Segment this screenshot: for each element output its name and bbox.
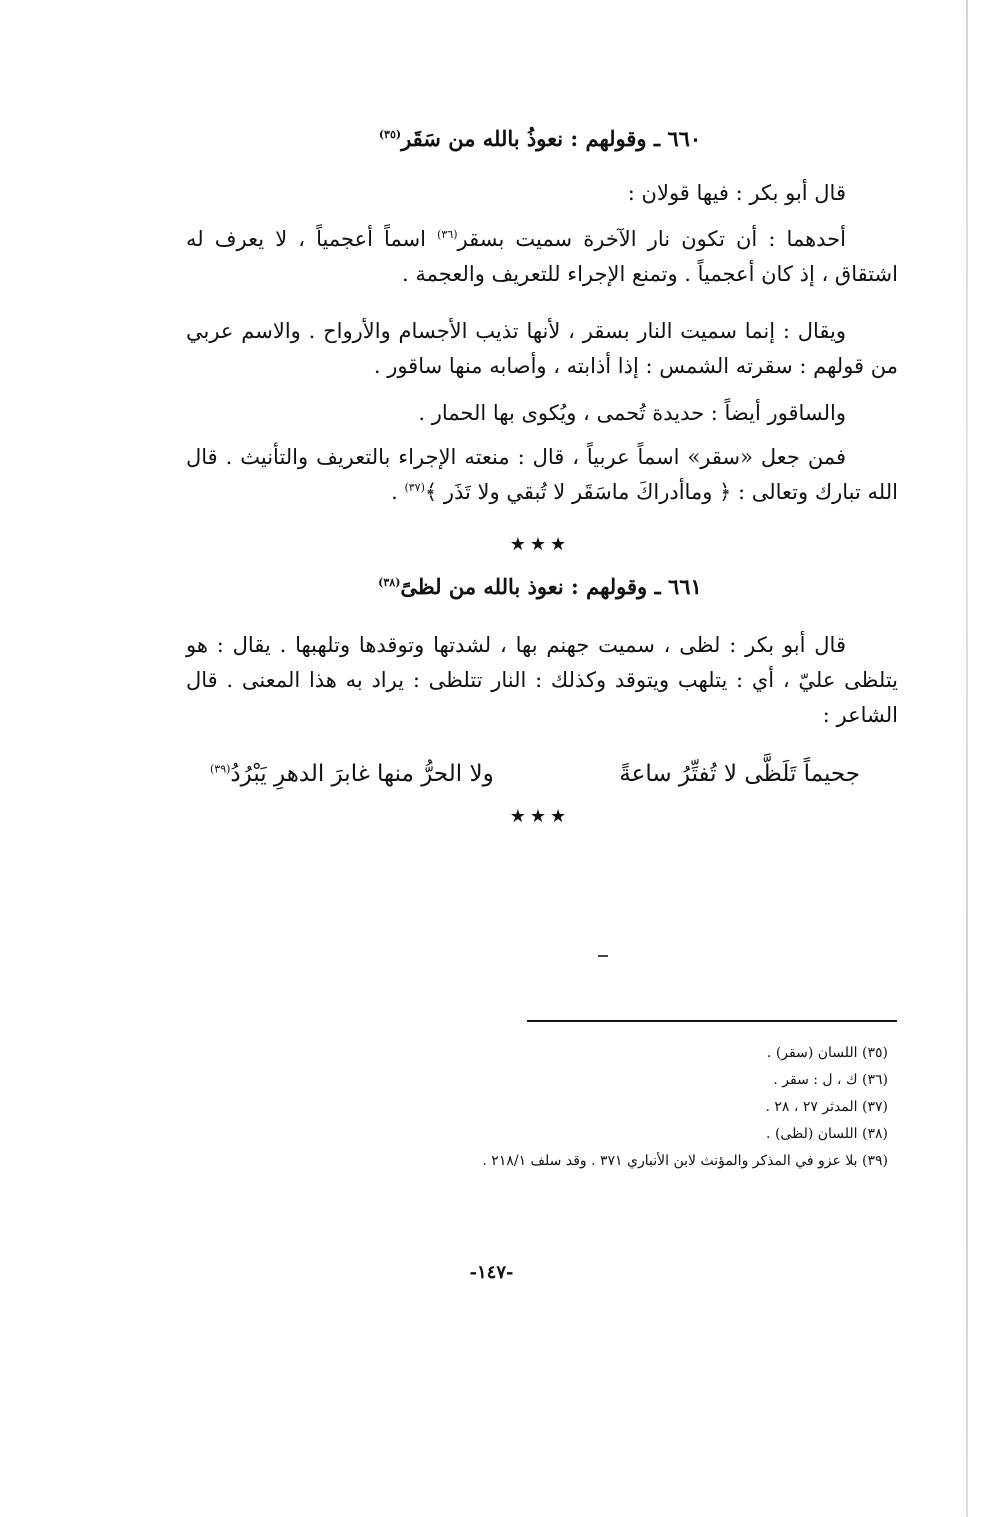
entry-660-paragraph-2: ويقال : إنما سميت النار بسقر ، لأنها تذيب الأجسام والأرواح . والاسم عربي من قولهم : سقرته الشمس : إذا أذابته ، وأصابه منها ساقور . [186, 319, 898, 378]
footnote-ref-39: (٣٩) [210, 762, 231, 776]
separator-stars-1: ★★★ [509, 534, 571, 555]
footnote-36: (٣٦) ك ، ل : سقر . [773, 1072, 888, 1088]
entry-660-paragraph-3: والساقور أيضاً : حديدة تُحمى ، ويُكوى بها الحمار . [418, 401, 846, 425]
footnote-39: (٣٩) بلا عزو في المذكر والمؤنث لابن الأنباري ٣٧١ . وقد سلف ٢١٨/١ . [482, 1153, 888, 1169]
poem-verse [210, 756, 860, 792]
entry-660-intro: قال أبو بكر : فيها قولان : [627, 181, 846, 205]
scan-speck [598, 955, 608, 957]
entry-661-paragraph-1: قال أبو بكر : لظى ، سميت جهنم بها ، لشدتها وتوقدها وتلهبها . يقال : هو يتلظى عليّ ، أي : يتلهب ويتوقد وكذلك : النار تتلظى : يراد به هذا المعنى . قال الشاعر : [186, 633, 898, 727]
footnote-ref-37: (٣٧) [404, 481, 425, 494]
verse-first-hemistich: جحيماً تَلَظَّى لا تُفتِّرُ ساعةً [619, 761, 860, 787]
entry-660-paragraph-1: أحدهما : أن تكون نار الآخرة سميت بسقر$^{(٣٦)}$ اسماً أعجمياً ، لا يعرف له اشتقاق ، إذ كان أعجمياً . وتمنع الإجراء للتعريف والعجمة . [186, 227, 898, 286]
entry-660-paragraph-4: فمن جعل «سقر» اسماً عربياً ، قال : منعته الإجراء بالتعريف والتأنيث . قال الله تبارك وتعالى : ﴿ وماأدراكَ ماسَقَر لا تُبقي ولا تَذَر ﴾$^{(٣٧)}$ . [186, 445, 898, 504]
footnote-38: (٣٨) اللسان (لظى) . [766, 1126, 888, 1142]
footnote-ref-36: (٣٦) [437, 228, 458, 241]
footnote-ref-35: (٣٥) [378, 128, 402, 141]
footnote-ref-38: (٣٨) [378, 576, 401, 589]
verse-second-hemistich: ولا الحرُّ منها غابرَ الدهرِ يَبْرُدُ$^{(٣٩)}$ [210, 761, 494, 787]
footnote-37: (٣٧) المدثر ٢٧ ، ٢٨ . [765, 1099, 888, 1115]
scan-edge [966, 0, 968, 1517]
footnote-rule [527, 1020, 897, 1022]
footnote-35: (٣٥) اللسان (سقر) . [766, 1045, 888, 1061]
footnotes [380, 1040, 888, 1175]
entry-661-heading: ٦٦١ ـ وقولهم : نعوذ بالله من لظىً$^{(٣٨)}$ [378, 574, 702, 599]
page-number: -١٤٧- [469, 1262, 514, 1283]
entry-660-heading: ٦٦٠ ـ وقولهم : نعوذُ بالله من سَقَر$^{(٣٥)}$ [378, 126, 702, 151]
separator-stars-2: ★★★ [509, 806, 571, 827]
